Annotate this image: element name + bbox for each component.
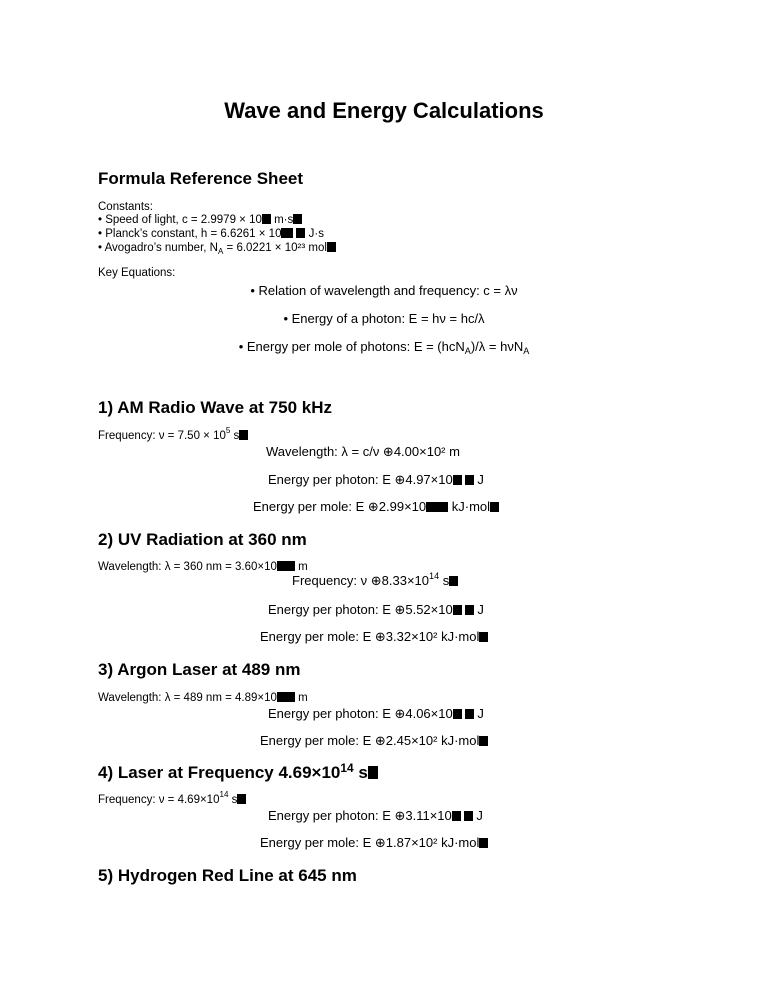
s4-heading-text: 4) Laser at Frequency 4.69×10	[98, 763, 341, 782]
section-3-photon-energy	[268, 706, 484, 722]
redacted-glyph	[452, 811, 461, 821]
section-3-molar-energy	[260, 733, 488, 749]
redacted-glyph	[426, 502, 448, 512]
speed-of-light-constant	[98, 213, 302, 227]
s2-given-unit: m	[298, 561, 308, 573]
redacted-glyph	[453, 475, 462, 485]
redacted-glyph	[449, 576, 458, 586]
section-5-heading: 5) Hydrogen Red Line at 645 nm	[98, 866, 357, 885]
redacted-glyph	[327, 242, 336, 252]
eq3-part-b: )/λ = hνN	[470, 339, 524, 354]
section-1-photon-energy	[268, 472, 484, 488]
s3-photon-energy-text: Energy per photon: E ⊕4.06×10	[268, 706, 453, 721]
section-1-given	[98, 426, 248, 443]
s2-frequency-sup: 14	[429, 571, 440, 581]
redacted-glyph	[479, 736, 488, 746]
s3-photon-energy-unit: J	[477, 706, 484, 721]
section-4-molar-energy	[260, 835, 488, 851]
redacted-glyph	[239, 430, 248, 440]
equation-molar-energy	[0, 339, 768, 354]
na-const-value: = 6.0221 × 10²³ mol	[226, 242, 327, 254]
na-const-text: • Avogadro’s number, N	[98, 242, 218, 254]
s4-given-text: Frequency: ν = 4.69×10	[98, 794, 220, 806]
s3-given-text: Wavelength: λ = 489 nm = 4.89×10	[98, 692, 277, 704]
section-4-given	[98, 790, 246, 807]
c-const-text: • Speed of light, c = 2.9979 × 10	[98, 214, 262, 226]
redacted-glyph	[465, 475, 474, 485]
section-2-heading: 2) UV Radiation at 360 nm	[98, 530, 307, 549]
s1-molar-energy-text: Energy per mole: E ⊕2.99×10	[253, 499, 427, 514]
s1-photon-energy-text: Energy per photon: E ⊕4.97×10	[268, 472, 453, 487]
section-4-heading	[98, 763, 378, 783]
key-equations-label: Key Equations:	[98, 267, 176, 279]
s4-photon-energy-text: Energy per photon: E ⊕3.11×10	[268, 808, 452, 823]
s3-given-unit: m	[298, 692, 308, 704]
redacted-glyph	[296, 228, 305, 238]
s1-given-text: Frequency: ν = 7.50 × 10	[98, 430, 226, 442]
h-const-text: • Planck’s constant, h = 6.6261 × 10	[98, 228, 282, 240]
s2-given-text: Wavelength: λ = 360 nm = 3.60×10	[98, 561, 277, 573]
s2-photon-energy-unit: J	[477, 602, 484, 617]
section-3-given	[98, 691, 308, 705]
redacted-glyph	[479, 632, 488, 642]
equation-photon-energy: • Energy of a photon: E = hν = hc/λ	[283, 311, 485, 326]
redacted-glyph	[479, 838, 488, 848]
s4-given-unit: s	[228, 794, 238, 806]
redacted-glyph	[464, 811, 473, 821]
s2-frequency-unit: s	[439, 573, 450, 588]
reference-heading: Formula Reference Sheet	[98, 169, 304, 188]
page-title: Wave and Energy Calculations	[224, 98, 544, 123]
redacted-glyph	[277, 561, 295, 571]
section-1-heading: 1) AM Radio Wave at 750 kHz	[98, 398, 332, 417]
c-const-unit: m·s	[274, 214, 294, 226]
section-1-molar-energy	[253, 499, 499, 515]
section-3-heading: 3) Argon Laser at 489 nm	[98, 660, 301, 679]
avogadro-constant	[98, 241, 336, 255]
s3-molar-energy-text: Energy per mole: E ⊕2.45×10² kJ·mol	[260, 733, 480, 748]
redacted-glyph	[453, 709, 462, 719]
redacted-glyph	[293, 214, 302, 224]
section-2-frequency	[292, 573, 458, 589]
s4-molar-energy-text: Energy per mole: E ⊕1.87×10² kJ·mol	[260, 835, 480, 850]
s4-photon-energy-unit: J	[476, 808, 483, 823]
eq3-part-a: • Energy per mole of photons: E = (hcN	[238, 339, 465, 354]
eq3-subscript-1: A	[464, 346, 471, 356]
s4-heading-sup: 14	[340, 761, 354, 775]
redacted-glyph	[277, 692, 295, 702]
s1-given-unit: s	[230, 430, 240, 442]
s4-given-sup: 14	[219, 790, 229, 799]
equation-wavelength-frequency: • Relation of wavelength and frequency: c = λν	[250, 283, 518, 298]
section-2-photon-energy	[268, 602, 484, 618]
section-4-photon-energy	[268, 808, 483, 824]
redacted-glyph	[490, 502, 499, 512]
na-subscript: A	[217, 247, 224, 256]
s4-heading-unit: s	[353, 763, 368, 782]
eq3-subscript-2: A	[523, 346, 530, 356]
redacted-glyph	[281, 228, 293, 238]
s1-given-sup: 5	[225, 426, 231, 435]
redacted-glyph	[465, 709, 474, 719]
s1-molar-energy-unit: kJ·mol	[451, 499, 491, 514]
s1-photon-energy-unit: J	[477, 472, 484, 487]
section-2-molar-energy	[260, 629, 488, 645]
section-1-wavelength: Wavelength: λ = c/ν ⊕4.00×10² m	[266, 444, 460, 459]
redacted-glyph	[262, 214, 271, 224]
planck-constant	[98, 227, 324, 241]
s2-molar-energy-text: Energy per mole: E ⊕3.32×10² kJ·mol	[260, 629, 480, 644]
section-2-given	[98, 560, 308, 574]
constants-label: Constants:	[98, 201, 153, 213]
s2-frequency-text: Frequency: ν ⊕8.33×10	[292, 573, 430, 588]
redacted-glyph	[453, 605, 462, 615]
h-const-unit: J·s	[308, 228, 325, 240]
redacted-glyph	[237, 794, 246, 804]
s2-photon-energy-text: Energy per photon: E ⊕5.52×10	[268, 602, 453, 617]
redacted-glyph	[465, 605, 474, 615]
redacted-glyph	[368, 766, 378, 779]
